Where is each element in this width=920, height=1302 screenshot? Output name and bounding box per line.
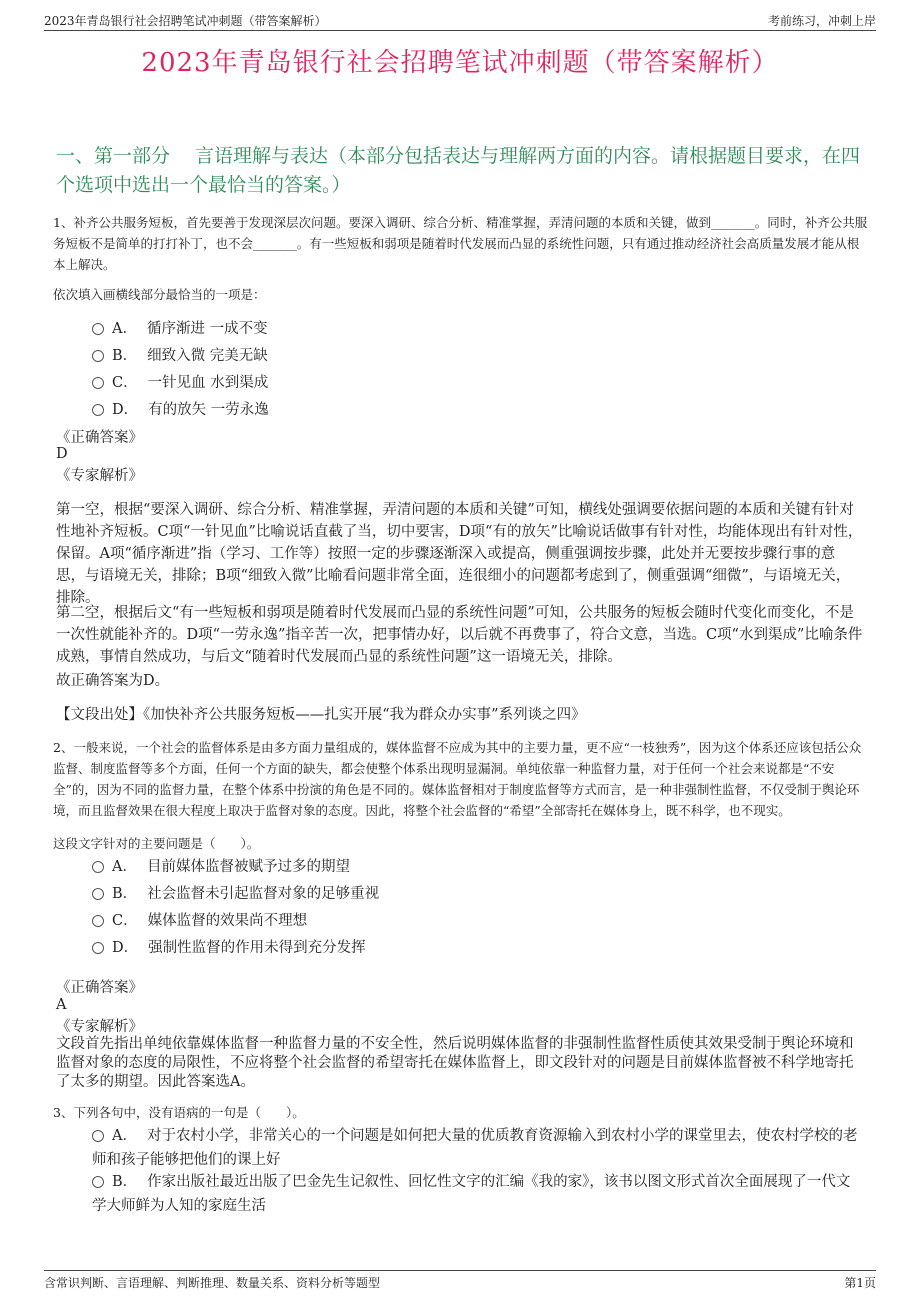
- radio-icon[interactable]: [92, 942, 104, 954]
- radio-icon[interactable]: [92, 1176, 104, 1188]
- radio-icon[interactable]: [92, 1130, 104, 1142]
- q2-option-b[interactable]: [92, 883, 379, 905]
- option-letter: C．: [112, 375, 138, 391]
- page-footer: [44, 1270, 876, 1293]
- option-text: 循序渐进 一成不变: [146, 321, 268, 337]
- option-letter: C．: [112, 913, 138, 929]
- q2-answer: A: [56, 997, 67, 1013]
- option-letter: B．: [112, 886, 138, 902]
- option-text: 媒体监督的效果尚不理想: [147, 913, 308, 929]
- q2-option-c[interactable]: [92, 910, 307, 932]
- footer-topics: 含常识判断、言语理解、判断推理、数量关系、资料分析等题型: [44, 1276, 381, 1290]
- q2-option-d[interactable]: [92, 937, 366, 959]
- option-text: 一针见血 水到渠成: [147, 375, 269, 391]
- option-letter: D．: [112, 940, 139, 956]
- option-text: 对于农村小学，非常关心的一个问题是如何把大量的优质教育资源输入到农村小学的课堂里去，使农村学校的老师和孩子能够把他们的课上好: [92, 1128, 858, 1168]
- option-text: 目前媒体监督被赋予过多的期望: [146, 859, 350, 875]
- option-letter: D．: [112, 402, 139, 418]
- section-heading: 一、第一部分 言语理解与表达（本部分包括表达与理解两方面的内容。请根据题目要求，在四个选项中选出一个最恰当的答案。）: [56, 145, 861, 196]
- q1-analysis-conclusion: 故正确答案为D。: [56, 673, 170, 689]
- option-text: 作家出版社最近出版了巴金先生记叙性、回忆性文字的汇编《我的家》，该书以图文形式首次全面展现了一代文学大师鲜为人知的家庭生活: [92, 1174, 851, 1214]
- q2-option-a[interactable]: [92, 856, 350, 878]
- radio-icon[interactable]: [92, 861, 104, 873]
- q1-option-d[interactable]: [92, 399, 269, 421]
- q3-stem: 3、下列各句中，没有语病的一句是（ ）。: [53, 1105, 305, 1120]
- q1-answer: D: [56, 446, 68, 462]
- header-doc-title: 2023年青岛银行社会招聘笔试冲刺题（带答案解析）: [44, 14, 327, 28]
- option-text: 细致入微 完美无缺: [147, 348, 268, 364]
- page-number: 第1页: [844, 1276, 876, 1290]
- option-letter: A．: [112, 859, 137, 875]
- q1-option-c[interactable]: [92, 372, 268, 394]
- q1-answer-label: 《正确答案》: [56, 430, 143, 446]
- radio-icon[interactable]: [92, 915, 104, 927]
- q2-answer-label: 《正确答案》: [56, 980, 143, 996]
- q1-option-a[interactable]: [92, 318, 268, 340]
- option-letter: B．: [112, 1174, 138, 1190]
- radio-icon[interactable]: [92, 323, 104, 335]
- q1-option-b[interactable]: [92, 345, 268, 367]
- q2-prompt: 这段文字针对的主要问题是（ ）。: [53, 836, 260, 851]
- option-letter: A．: [112, 321, 137, 337]
- option-text: 强制性监督的作用未得到充分发挥: [148, 940, 366, 956]
- q1-analysis-p1: 第一空，根据“要深入调研、综合分析、精准掌握，弄清问题的本质和关键”可知，横线处强调要依据问题的本质和关键有针对性地补齐短板。C项“一针见血”比喻说话直截了当，切中要害，D项“有的放矢”比喻说话做事有针对性，均能体现出有针对性，保留。A项“循序渐进”指（学习、工作等）按照一定的步骤逐渐深入或提高，侧重强调按步骤，此处并无要按步骤行事的意思，与语境无关，排除；B项“细致入微”比喻看问题非常全面，连很细小的问题都考虑到了，侧重强调“细微”，与语境无关，排除。: [56, 502, 863, 606]
- radio-icon[interactable]: [92, 404, 104, 416]
- radio-icon[interactable]: [92, 350, 104, 362]
- option-letter: A．: [112, 1128, 137, 1144]
- radio-icon[interactable]: [92, 377, 104, 389]
- page-title: 2023年青岛银行社会招聘笔试冲刺题（带答案解析）: [141, 48, 779, 78]
- q1-analysis-label: 《专家解析》: [56, 468, 143, 484]
- q1-prompt: 依次填入画横线部分最恰当的一项是：: [53, 287, 266, 302]
- q2-stem: 2、一般来说，一个社会的监督体系是由多方面力量组成的，媒体监督不应成为其中的主要力量，更不应“一枝独秀”，因为这个体系还应该包括公众监督、制度监督等多个方面，任何一个方面的缺失，都会使整个体系出现明显漏洞。单纯依靠一种监督力量，对于任何一个社会来说都是“不安全”的，因为不同的监督力量，在整个体系中扮演的角色是不同的。媒体监督相对于制度监督等方式而言，是一种非强制性监督，不仅受制于舆论环境，而且监督效果在很大程度上取决于监督对象的态度。因此，将整个社会监督的“希望”全部寄托在媒体身上，既不科学，也不现实。: [53, 740, 862, 818]
- q1-stem: 1、补齐公共服务短板，首先要善于发现深层次问题。要深入调研、综合分析、精准掌握，弄清问题的本质和关键，做到_______。同时，补齐公共服务短板不是简单的打打补丁，也不会_______。有一些短板和弱项是随着时代发展而凸显的系统性问题，只有通过推动经济社会高质量发展才能从根本上解决。: [53, 215, 868, 272]
- q3-option-a[interactable]: [92, 1124, 862, 1172]
- q3-option-b[interactable]: [92, 1170, 862, 1218]
- q2-analysis: 文段首先指出单纯依靠媒体监督一种监督力量的不安全性，然后说明媒体监督的非强制性监督性质使其效果受制于舆论环境和监督对象的态度的局限性，不应将整个社会监督的希望寄托在媒体监督上，即文段针对的问题是目前媒体监督被不科学地寄托了太多的期望。因此答案选A。: [56, 1036, 854, 1090]
- radio-icon[interactable]: [92, 888, 104, 900]
- q1-analysis-p2: 第二空，根据后文“有一些短板和弱项是随着时代发展而凸显的系统性问题”可知，公共服务的短板会随时代变化而变化，不是一次性就能补齐的。D项“一劳永逸”指辛苦一次，把事情办好，以后就不再费事了，符合文意，当选。C项“水到渠成”比喻条件成熟，事情自然成功，与后文“随着时代发展而凸显的系统性问题”这一语境无关，排除。: [56, 605, 863, 665]
- q2-analysis-label: 《专家解析》: [56, 1019, 143, 1035]
- option-text: 社会监督未引起监督对象的足够重视: [147, 886, 380, 902]
- option-text: 有的放矢 一劳永逸: [148, 402, 269, 418]
- q1-source: 【文段出处】《加快补齐公共服务短板——扎实开展“我为群众办实事”系列谈之四》: [56, 707, 586, 723]
- option-letter: B．: [112, 348, 138, 364]
- header-slogan: 考前练习，冲刺上岸: [767, 14, 876, 28]
- page-header: [44, 12, 876, 31]
